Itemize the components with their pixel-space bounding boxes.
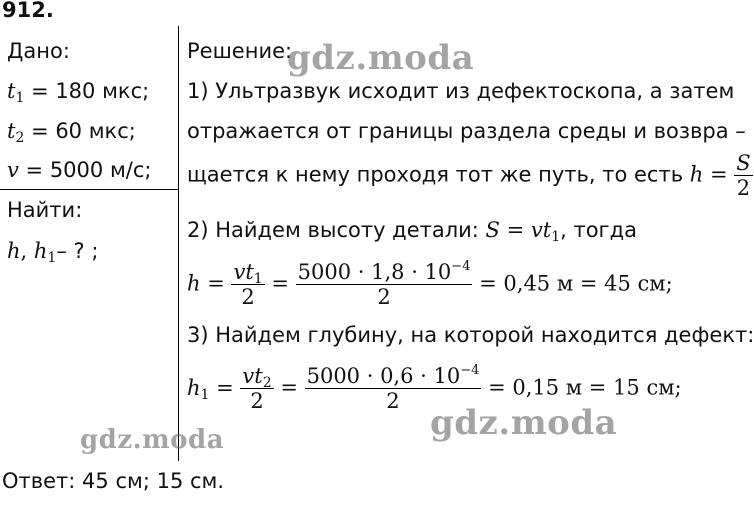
fraction-h-numeric: $\frac{5000 \cdot 1,8 \cdot 10^{-4}}{2}$	[297, 259, 471, 309]
fraction-h1-numeric: $\frac{5000 \cdot 0,6 \cdot 10^{-4}}{2}$	[306, 363, 480, 413]
formula-h: h = $\frac{vt_1}{2}$ = $\frac{5000 \cdot 1,8 \cdot 10^{-4}}{2}$ = 0,45 м = 45 см;	[187, 259, 673, 309]
given-v: v = 5000 м/с;	[7, 158, 152, 182]
column-divider-vertical	[178, 26, 179, 461]
solution-heading: Решение:	[187, 39, 293, 63]
given-t1: $t_1 = 180$ мкс;	[7, 79, 150, 106]
answer-line: Ответ: 45 см; 15 см.	[2, 469, 225, 493]
step3-line: 3) Найдем глубину, на которой находится дефект:	[187, 323, 754, 347]
find-heading: Найти:	[7, 198, 83, 222]
formula-h1: $h_1$ = $\frac{vt_2}{2}$ = $\frac{5000 \cdot 0,6 \cdot 10^{-4}}{2}$ = 0,15 м = 15 см;	[187, 363, 682, 413]
problem-number: 912.	[2, 0, 54, 22]
step1-line1: 1) Ультразвук исходит из дефектоскопа, а затем	[187, 79, 735, 103]
step1-line2: отражается от границы раздела среды и возвра –	[187, 119, 746, 143]
watermark-bottom: gdz.moda	[430, 403, 618, 443]
watermark-top: gdz.moda	[287, 38, 475, 78]
step2-line: 2) Найдем высоту детали: $S = vt_1$, тогда	[187, 218, 637, 245]
fraction-s-over-2: $\frac{S}{2}$	[736, 151, 751, 200]
given-heading: Дано:	[7, 39, 70, 63]
fraction-vt2: $\frac{vt_2}{2}$	[242, 364, 272, 413]
fraction-vt1: $\frac{vt_1}{2}$	[233, 260, 263, 309]
column-divider-horizontal	[0, 189, 179, 190]
find-values: h, $h_1-$ ? ;	[7, 239, 99, 266]
step1-line3: щается к нему проходя тот же путь, то есть h = $\frac{S}{2}$	[187, 151, 751, 200]
given-t2: $t_2 = 60$ мкс;	[7, 119, 136, 146]
watermark-left: gdz.moda	[80, 425, 225, 455]
